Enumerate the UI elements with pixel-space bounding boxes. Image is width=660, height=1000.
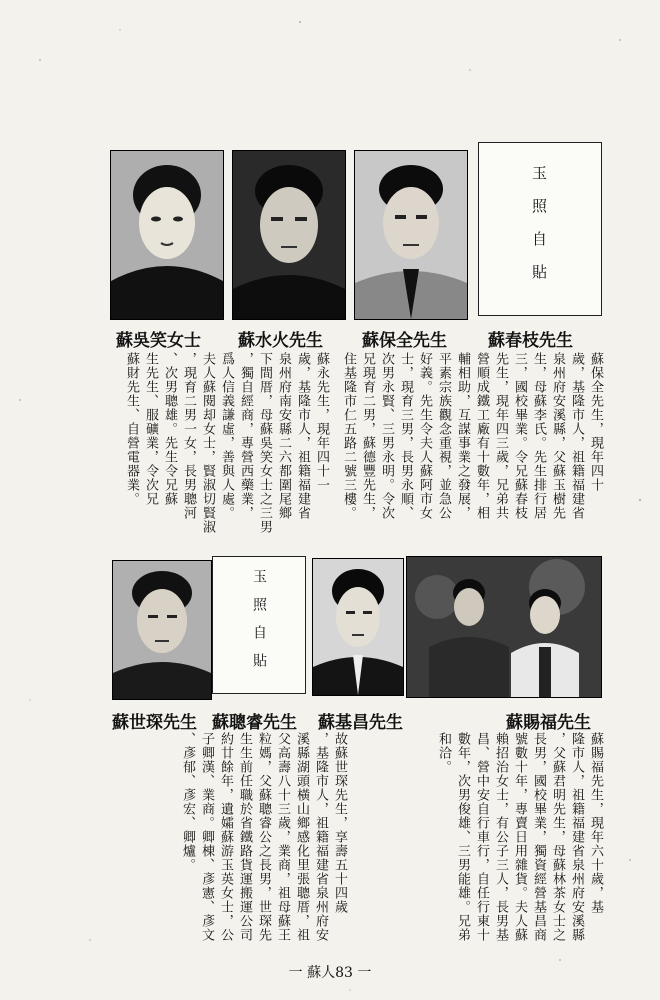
text-column: 士，現育三男，長男永順、 [398,352,413,520]
caption-su-jichang: 蘇基昌先生 [318,713,403,733]
text-column: 號數十年，專賣日用雜貨。夫人蘇 [512,732,527,942]
text-column: 數年，次男俊雄、三男能雄。兄弟 [455,732,470,942]
portrait-su-shichen [112,560,212,700]
text-column: 長男，國校畢業，獨資經營基昌商 [531,732,546,942]
man-portrait-icon [233,151,345,319]
self-photo-placeholder-top [478,142,602,316]
portrait-su-baoquan [354,150,468,320]
text-column: 歲，基隆市人，祖籍福建省 [295,352,310,520]
self-photo-placeholder-bottom [212,556,306,694]
man-portrait-icon [355,151,467,319]
text-column: 次男永賢、三男永明。令次 [379,352,394,520]
text-column: 爲人信義謙虛，善與人處。 [219,352,234,520]
text-column: 生先生、服礦業，令次兄 [143,352,158,506]
portrait-su-cifu-couple [406,556,602,698]
text-column: ，獨自經商，專營西藥業， [238,352,253,520]
caption-su-shuihuo: 蘇水火先生 [238,331,323,351]
text-column: 蘇財先生、自營電器業。 [124,352,139,506]
text-column: 三，國校畢業。令兄蘇春枝 [512,352,527,520]
text-column: 粒媽，父蘇聰睿公之長男，世琛先 [256,732,271,942]
text-column: 蘇永先生，現年四十一 [314,352,329,492]
caption-su-shichen: 蘇世琛先生 [112,713,197,733]
text-column: 生，母蘇李氏。先生排行居 [531,352,546,520]
text-column: 歲，基隆市人，祖籍福建省 [569,352,584,520]
text-column: ，基隆市人，祖籍福建省泉州府安 [313,732,328,942]
text-column: 生生前任職於省鐵路貨運搬運公司 [237,732,252,942]
caption-wu-xiao: 蘇吳笑女士 [116,331,201,351]
text-column: 兄現育二男，蘇德豐先生， [360,352,375,520]
woman-portrait-icon [111,151,223,319]
text-column: 子卿漢、業商。卿棟、彥憲、彥文 [199,732,214,942]
text-column: 下間厝，母蘇吳笑女士之三男 [257,352,272,534]
couple-portrait-icon [407,557,601,697]
portrait-wu-xiao [110,150,224,320]
caption-su-cifu: 蘇賜福先生 [506,713,591,733]
caption-su-chunzhi: 蘇春枝先生 [488,331,573,351]
text-column: 平素宗族觀念重視，並急公 [436,352,451,520]
text-column: 溪縣湖頭橫山鄉感化里張聰厝，祖 [294,732,309,942]
man-portrait-icon [113,561,211,699]
text-column: 賴招治女士，有公子三人，長男基 [493,732,508,942]
text-column: 父高壽八十三歲，業商，祖母蘇王 [275,732,290,942]
caption-su-baoquan: 蘇保全先生 [362,331,447,351]
text-column: 約廿餘年，遺孀蘇游玉英女士，公 [218,732,233,942]
text-column: 、彥郁、彥宏、卿爐。 [180,732,195,872]
text-column: 蘇保全先生，現年四十 [588,352,603,492]
text-column: 故蘇世琛先生，享壽五十四歲 [332,732,347,914]
text-column: 好義。先生令夫人蘇阿市女 [417,352,432,520]
caption-su-congrui: 蘇聰睿先生 [212,713,297,733]
man-portrait-icon [313,559,403,695]
text-column: 隆市人，祖籍福建省泉州府安溪縣 [569,732,584,942]
text-column: 夫人蘇閱却女士，賢淑切賢淑 [200,352,215,534]
text-column: 和洽。 [436,732,451,774]
self-photo-label: 玉照自貼 [530,165,548,297]
portrait-su-shuihuo [232,150,346,320]
text-column: 昌、營中安自行車行，自任行東十 [474,732,489,942]
text-column: 先生，現年四三歲，兄弟共 [493,352,508,520]
text-column: 輔相助，互謀事業之發展， [455,352,470,520]
text-column: 、次男聰雄。先生令兄蘇 [162,352,177,506]
text-column: 泉州府南安縣二六都圍尾鄉 [276,352,291,520]
text-column: 營順成鐵工廠有十數年，相 [474,352,489,520]
text-column: ，現育二男一女，長男聰河 [181,352,196,520]
page-number: 一 蘇人83 一 [288,965,372,981]
text-column: 蘇賜福先生，現年六十歲，基 [588,732,603,914]
text-column: 泉州府安溪縣，父蘇玉樹先 [550,352,565,520]
text-column: ，父蘇君明先生，母蘇林茶女士之 [550,732,565,942]
self-photo-label: 玉照自貼 [251,569,267,681]
portrait-su-jichang [312,558,404,696]
text-column: 住基隆市仁五路二號三樓。 [341,352,356,520]
